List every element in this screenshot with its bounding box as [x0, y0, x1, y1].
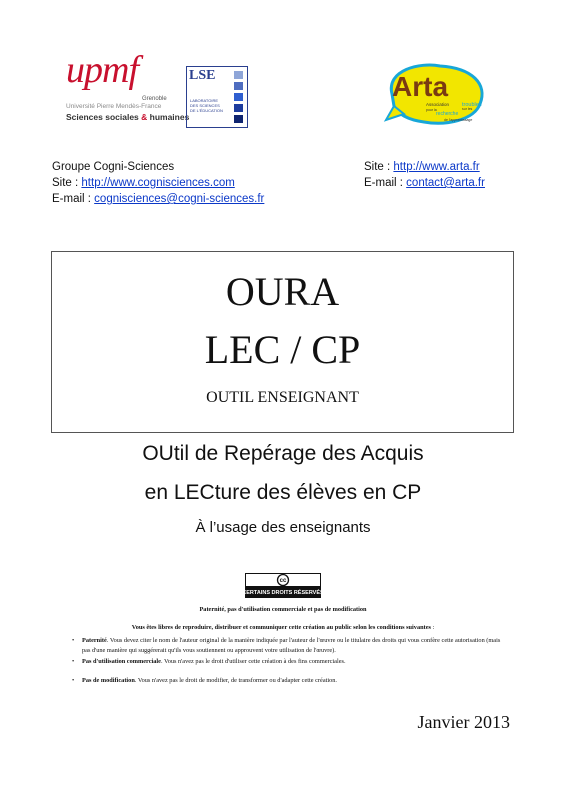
site-link[interactable]: http://www.arta.fr: [393, 161, 480, 173]
arta-logo: [380, 60, 488, 128]
svg-text:de l'apprentissage: de l'apprentissage: [444, 118, 473, 122]
license-intro: Vous êtes libres de reproduire, distribuer et communiquer cette création au public selon les conditions suivantes :: [131, 624, 435, 631]
email-link[interactable]: contact@arta.fr: [406, 177, 485, 189]
lse-square: [234, 115, 243, 123]
subtitle-line-3: À l’usage des enseignants: [195, 519, 371, 536]
lse-square: [234, 93, 243, 101]
lse-square: [234, 104, 243, 112]
arta-logo-graphic: [380, 60, 488, 128]
title-line-3: OUTIL ENSEIGNANT: [206, 389, 359, 406]
license-heading: Paternité, pas d'utilisation commerciale et pas de modification: [199, 606, 367, 613]
upmf-city: Grenoble: [142, 96, 167, 102]
lse-square: [234, 71, 243, 79]
subtitle-line-1: OUtil de Repérage des Acquis: [142, 442, 424, 465]
svg-text:troubles: troubles: [462, 102, 482, 108]
email-line: E-mail : contact@arta.fr: [364, 177, 485, 189]
svg-text:pour la: pour la: [426, 108, 437, 112]
email-link[interactable]: cognisciences@cogni-sciences.fr: [94, 193, 265, 205]
svg-text:recherche: recherche: [436, 111, 459, 117]
cc-badge: [245, 573, 321, 598]
lse-wordmark: LSE: [189, 68, 216, 83]
title-line-2: LEC / CP: [204, 327, 361, 372]
upmf-university: Université Pierre Mendès-France: [66, 103, 162, 110]
license-item: • Pas de modification. Vous n'avez pas le droit de modifier, de transformer ou d'adapter cette création.: [72, 676, 502, 686]
upmf-logo: [62, 48, 190, 136]
site-line: Site : http://www.cognisciences.com: [52, 177, 235, 189]
title-line-1: OURA: [225, 269, 340, 314]
site-line: Site : http://www.arta.fr: [364, 161, 480, 173]
contact-cognisciences: [52, 159, 264, 207]
title-box: [51, 251, 514, 433]
lse-subtitle: LABORATOIRE DES SCIENCES DE L'ÉDUCATION: [190, 98, 223, 113]
creative-commons-icon: [245, 573, 321, 598]
license-conditions: [72, 636, 502, 685]
svg-text:Association: Association: [426, 102, 450, 107]
license-item: • Pas d'utilisation commerciale. Vous n'avez pas le droit d'utiliser cette création à des fins commerciales.: [72, 657, 502, 667]
group-name: Groupe Cogni-Sciences: [52, 161, 175, 173]
email-line: E-mail : cognisciences@cogni-sciences.fr: [52, 193, 265, 205]
upmf-faculty: Sciences sociales & humaines: [66, 112, 190, 122]
lse-square: [234, 82, 243, 90]
site-link[interactable]: http://www.cognisciences.com: [81, 177, 235, 189]
license-item: • Paternité. Vous devez citer le nom de l'auteur original de la manière indiquée par l'auteur de l'œuvre ou le titulaire des droits qui vous confère cette autorisation (mais pas d'une manière qui suggérerait qu'ils vous soutiennent ou approuvent votre utilisation de l'œuvre).: [72, 636, 502, 655]
publication-date: Janvier 2013: [417, 712, 510, 732]
lse-logo: [186, 66, 248, 128]
subtitle-line-2: en LECture des élèves en CP: [144, 481, 422, 504]
svg-text:sur les: sur les: [462, 107, 473, 111]
svg-text:CERTAINS DROITS RÉSERVÉS: CERTAINS DROITS RÉSERVÉS: [245, 590, 321, 596]
svg-text:cc: cc: [279, 578, 287, 585]
upmf-wordmark: upmf: [66, 49, 138, 91]
svg-text:Arta: Arta: [392, 71, 449, 102]
contact-arta: [364, 159, 485, 191]
